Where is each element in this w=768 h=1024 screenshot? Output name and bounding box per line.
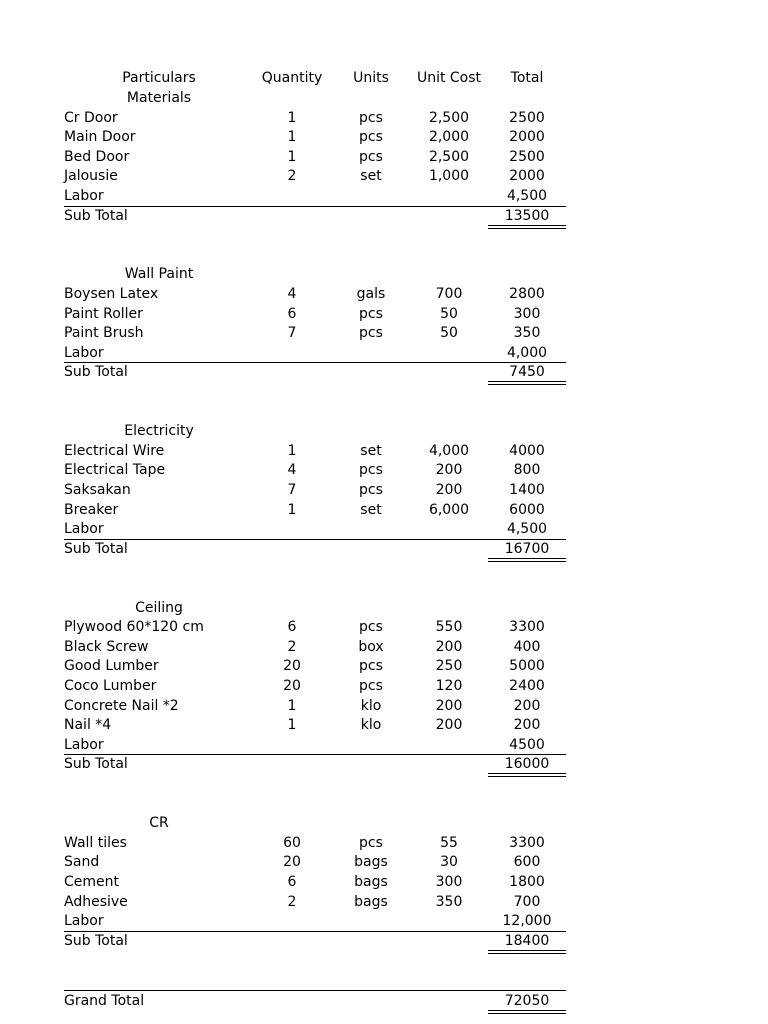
item-units: pcs: [359, 325, 383, 342]
table-row: [0, 617, 768, 637]
item-units: pcs: [359, 305, 383, 322]
item-name: Labor: [64, 736, 104, 753]
item-name: Nail *4: [64, 717, 112, 734]
table-row: [0, 637, 768, 657]
item-units: box: [358, 638, 384, 655]
item-name: Plywood 60*120 cm: [64, 619, 204, 636]
table-row: [0, 323, 768, 343]
item-units: set: [360, 501, 382, 518]
section-title-row: [0, 421, 768, 441]
item-quantity: 7: [287, 482, 297, 498]
table-row: [0, 127, 768, 147]
quantity-header: Quantity: [261, 70, 323, 86]
item-name: Paint Roller: [64, 305, 143, 322]
item-name: Labor: [64, 344, 104, 361]
item-units: pcs: [359, 619, 383, 636]
subtotal-label: Sub Total: [64, 932, 128, 949]
item-unit-cost: 55: [440, 834, 458, 851]
item-quantity: 2: [287, 638, 297, 655]
item-quantity: 1: [287, 148, 297, 165]
unit-cost-header: Unit Cost: [416, 70, 482, 86]
item-unit-cost: 4,000: [428, 442, 470, 459]
table-row: [0, 480, 768, 500]
item-total: 3300: [509, 619, 545, 636]
item-unit-cost: 200: [435, 482, 463, 498]
item-total: 12,000: [502, 913, 552, 930]
table-row: [0, 656, 768, 676]
subtotal-row: [0, 362, 768, 382]
table-row: [0, 284, 768, 304]
table-row: [0, 166, 768, 186]
section-title: Wall Paint: [124, 266, 194, 283]
item-name: Saksakan: [64, 482, 131, 498]
item-unit-cost: 1,000: [428, 168, 470, 185]
item-unit-cost: 2,500: [428, 148, 470, 165]
item-quantity: 20: [283, 658, 301, 675]
table-row: [0, 833, 768, 853]
table-row: [0, 852, 768, 872]
item-total: 1800: [509, 874, 545, 890]
item-name: Paint Brush: [64, 325, 144, 342]
item-units: bags: [354, 874, 388, 890]
item-units: set: [360, 442, 382, 459]
header-row: [0, 68, 768, 88]
item-quantity: 2: [287, 168, 297, 185]
double-underline: [488, 950, 566, 954]
section-title-row: [0, 813, 768, 833]
section-title: Materials: [126, 90, 192, 106]
subtotal-value: 16700: [504, 540, 550, 557]
item-name: Breaker: [64, 501, 119, 518]
grand-total-label: Grand Total: [64, 992, 145, 1009]
item-quantity: 2: [287, 893, 297, 910]
item-quantity: 7: [287, 325, 297, 342]
item-total: 1400: [509, 482, 545, 498]
item-name: Main Door: [64, 129, 136, 146]
double-underline: [488, 773, 566, 777]
item-quantity: 60: [283, 834, 301, 851]
table-row: [0, 676, 768, 696]
double-underline: [488, 558, 566, 562]
item-total: 2400: [509, 678, 545, 694]
subtotal-value: 13500: [504, 207, 550, 224]
item-total: 2000: [509, 129, 545, 146]
subtotal-value: 16000: [504, 756, 550, 773]
section-title: CR: [149, 815, 169, 832]
subtotal-label: Sub Total: [64, 364, 128, 381]
item-units: pcs: [359, 834, 383, 851]
item-name: Concrete Nail *2: [64, 697, 179, 714]
item-unit-cost: 700: [435, 286, 463, 302]
item-quantity: 1: [287, 717, 297, 734]
item-name: Labor: [64, 188, 104, 204]
item-name: Wall tiles: [64, 834, 127, 851]
item-units: gals: [356, 286, 386, 302]
item-unit-cost: 200: [435, 717, 463, 734]
subtotal-row: [0, 931, 768, 951]
item-name: Electrical Wire: [64, 442, 165, 459]
item-unit-cost: 200: [435, 697, 463, 714]
item-name: Jalousie: [64, 168, 118, 185]
table-row: [0, 892, 768, 912]
item-units: bags: [354, 893, 388, 910]
item-total: 4,500: [506, 188, 548, 204]
section-title-row: [0, 264, 768, 284]
item-name: Good Lumber: [64, 658, 159, 675]
item-name: Cement: [64, 874, 120, 890]
item-name: Boysen Latex: [64, 286, 159, 302]
item-name: Coco Lumber: [64, 678, 157, 694]
table-row: [0, 500, 768, 520]
table-row: [0, 715, 768, 735]
item-total: 600: [513, 854, 541, 871]
item-unit-cost: 2,000: [428, 129, 470, 146]
item-units: pcs: [359, 482, 383, 498]
item-total: 5000: [509, 658, 545, 675]
subtotal-row: [0, 754, 768, 774]
item-total: 2500: [509, 109, 545, 126]
item-unit-cost: 50: [440, 305, 458, 322]
item-quantity: 1: [287, 442, 297, 459]
table-row: [0, 304, 768, 324]
item-quantity: 4: [287, 462, 297, 479]
item-total: 2500: [509, 148, 545, 165]
item-units: pcs: [359, 658, 383, 675]
item-quantity: 6: [287, 305, 297, 322]
item-quantity: 1: [287, 129, 297, 146]
item-name: Electrical Tape: [64, 462, 166, 479]
item-name: Black Screw: [64, 638, 149, 655]
item-total: 4000: [509, 442, 545, 459]
item-unit-cost: 300: [435, 874, 463, 890]
total-header: Total: [510, 70, 544, 86]
subtotal-label: Sub Total: [64, 756, 128, 773]
grand-total-row: [0, 991, 768, 1011]
item-total: 350: [513, 325, 541, 342]
item-quantity: 1: [287, 697, 297, 714]
item-units: klo: [360, 717, 382, 734]
item-name: Sand: [64, 854, 100, 871]
item-total: 200: [513, 697, 541, 714]
table-row: [0, 343, 768, 363]
table-row: [0, 519, 768, 539]
item-name: Labor: [64, 521, 104, 538]
item-total: 4500: [509, 736, 545, 753]
item-total: 4,000: [506, 344, 548, 361]
double-underline: [488, 381, 566, 385]
item-unit-cost: 120: [435, 678, 463, 694]
item-unit-cost: 30: [440, 854, 458, 871]
subtotal-value: 7450: [509, 364, 545, 381]
table-row: [0, 735, 768, 755]
item-total: 3300: [509, 834, 545, 851]
item-unit-cost: 350: [435, 893, 463, 910]
table-row: [0, 147, 768, 167]
table-row: [0, 911, 768, 931]
item-units: klo: [360, 697, 382, 714]
item-total: 800: [513, 462, 541, 479]
subtotal-label: Sub Total: [64, 540, 128, 557]
item-total: 200: [513, 717, 541, 734]
subtotal-value: 18400: [504, 932, 550, 949]
item-total: 2800: [509, 286, 545, 302]
item-quantity: 1: [287, 109, 297, 126]
item-total: 2000: [509, 168, 545, 185]
item-total: 300: [513, 305, 541, 322]
item-unit-cost: 2,500: [428, 109, 470, 126]
table-row: [0, 872, 768, 892]
section-title: Ceiling: [135, 599, 183, 616]
item-quantity: 20: [283, 678, 301, 694]
item-units: pcs: [359, 148, 383, 165]
item-unit-cost: 200: [435, 638, 463, 655]
item-name: Labor: [64, 913, 104, 930]
item-units: bags: [354, 854, 388, 871]
item-name: Bed Door: [64, 148, 130, 165]
item-unit-cost: 550: [435, 619, 463, 636]
item-unit-cost: 200: [435, 462, 463, 479]
item-total: 6000: [509, 501, 545, 518]
item-total: 700: [513, 893, 541, 910]
item-name: Adhesive: [64, 893, 128, 910]
table-row: [0, 696, 768, 716]
item-units: pcs: [359, 109, 383, 126]
section-title-row: [0, 598, 768, 618]
item-quantity: 20: [283, 854, 301, 871]
item-unit-cost: 50: [440, 325, 458, 342]
item-units: pcs: [359, 462, 383, 479]
table-row: [0, 460, 768, 480]
table-row: [0, 108, 768, 128]
section-title-row: [0, 88, 768, 108]
grand-total-double-underline: [488, 1010, 566, 1014]
item-total: 4,500: [506, 521, 548, 538]
grand-total-value: 72050: [504, 992, 550, 1009]
units-header: Units: [353, 70, 389, 86]
item-name: Cr Door: [64, 109, 118, 126]
section-title: Electricity: [124, 423, 194, 440]
subtotal-row: [0, 206, 768, 226]
double-underline: [488, 225, 566, 229]
item-unit-cost: 250: [435, 658, 463, 675]
table-row: [0, 441, 768, 461]
item-unit-cost: 6,000: [428, 501, 470, 518]
subtotal-row: [0, 539, 768, 559]
table-row: [0, 186, 768, 206]
item-quantity: 1: [287, 501, 297, 518]
item-quantity: 4: [287, 286, 297, 302]
item-total: 400: [513, 638, 541, 655]
item-quantity: 6: [287, 874, 297, 890]
item-units: pcs: [359, 678, 383, 694]
particulars-header: Particulars: [122, 70, 196, 86]
item-quantity: 6: [287, 619, 297, 636]
item-units: pcs: [359, 129, 383, 146]
subtotal-label: Sub Total: [64, 207, 128, 224]
item-units: set: [360, 168, 382, 185]
